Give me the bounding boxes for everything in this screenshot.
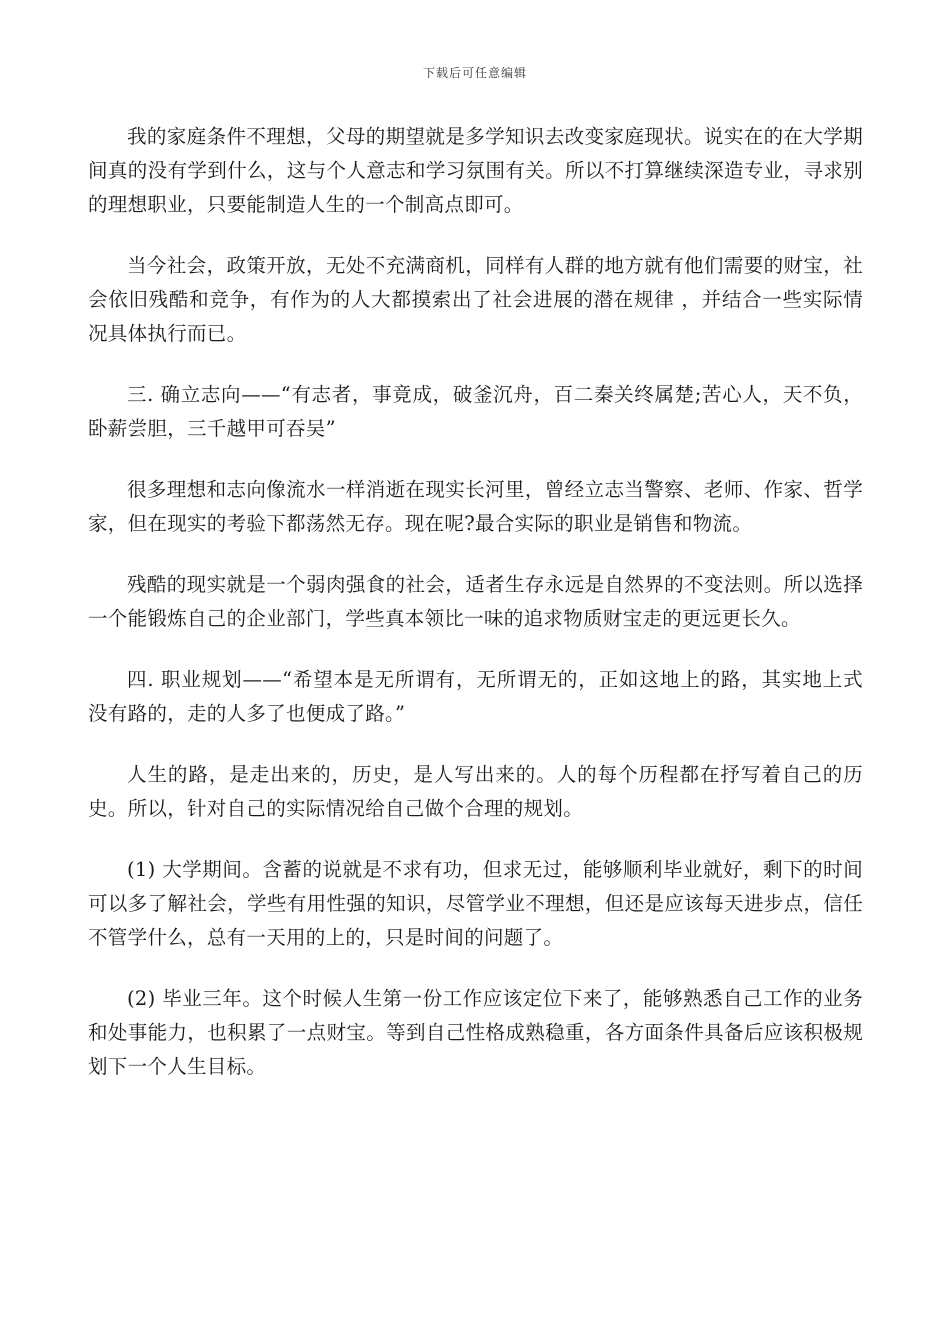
list-item-three-years: (2) 毕业三年。这个时候人生第一份工作应该定位下来了，能够熟悉自己工作的业务和处事能力，也积累了一点财宝。等到自己性格成熟稳重，各方面条件具备后应该积极规划下一个人生目标。 [88,987,863,1078]
paragraph-family-background: 我的家庭条件不理想，父母的期望就是多学知识去改变家庭现状。说实在的在大学期间真的没有学到什么，这与个人意志和学习氛围有关。所以不打算继续深造专业，寻求别的理想职业，只要能制造人生的一个制高点即可。 [88,125,863,216]
paragraph-ideals: 很多理想和志向像流水一样消逝在现实长河里，曾经立志当警察、老师、作家、哲学家，但在现实的考验下都荡然无存。现在呢?最合实际的职业是销售和物流。 [88,478,863,535]
paragraph-society: 当今社会，政策开放，无处不充满商机，同样有人群的地方就有他们需要的财宝，社会依旧残酷和竞争，有作为的人大都摸索出了社会进展的潜在规律 ，并结合一些实际情况具体执行而已。 [88,254,863,345]
section-heading-career-plan: 四. 职业规划——“希望本是无所谓有，无所谓无的，正如这地上的路，其实地上式没有路的，走的人多了也便成了路。” [88,668,863,725]
paragraph-life-road: 人生的路，是走出来的，历史，是人写出来的。人的每个历程都在抒写着自己的历史。所以，针对自己的实际情况给自己做个合理的规划。 [88,763,863,820]
section-heading-establish-goal: 三. 确立志向——“有志者，事竟成，破釜沉舟，百二秦关终属楚;苦心人，天不负，卧薪尝胆，三千越甲可吞吴” [88,383,863,440]
page-header: 下载后可任意编辑 [422,66,527,80]
document-body [88,120,863,1111]
paragraph-reality: 残酷的现实就是一个弱肉强食的社会，适者生存永远是自然界的不变法则。所以选择一个能锻炼自己的企业部门，学些真本领比一味的追求物质财宝走的更远更长久。 [88,573,863,630]
list-item-university: (1) 大学期间。含蓄的说就是不求有功，但求无过，能够顺利毕业就好，剩下的时间可以多了解社会，学些有用性强的知识，尽管学业不理想，但还是应该每天进步点，信任不管学什么，总有一天用的上的，只是时间的问题了。 [88,858,863,949]
